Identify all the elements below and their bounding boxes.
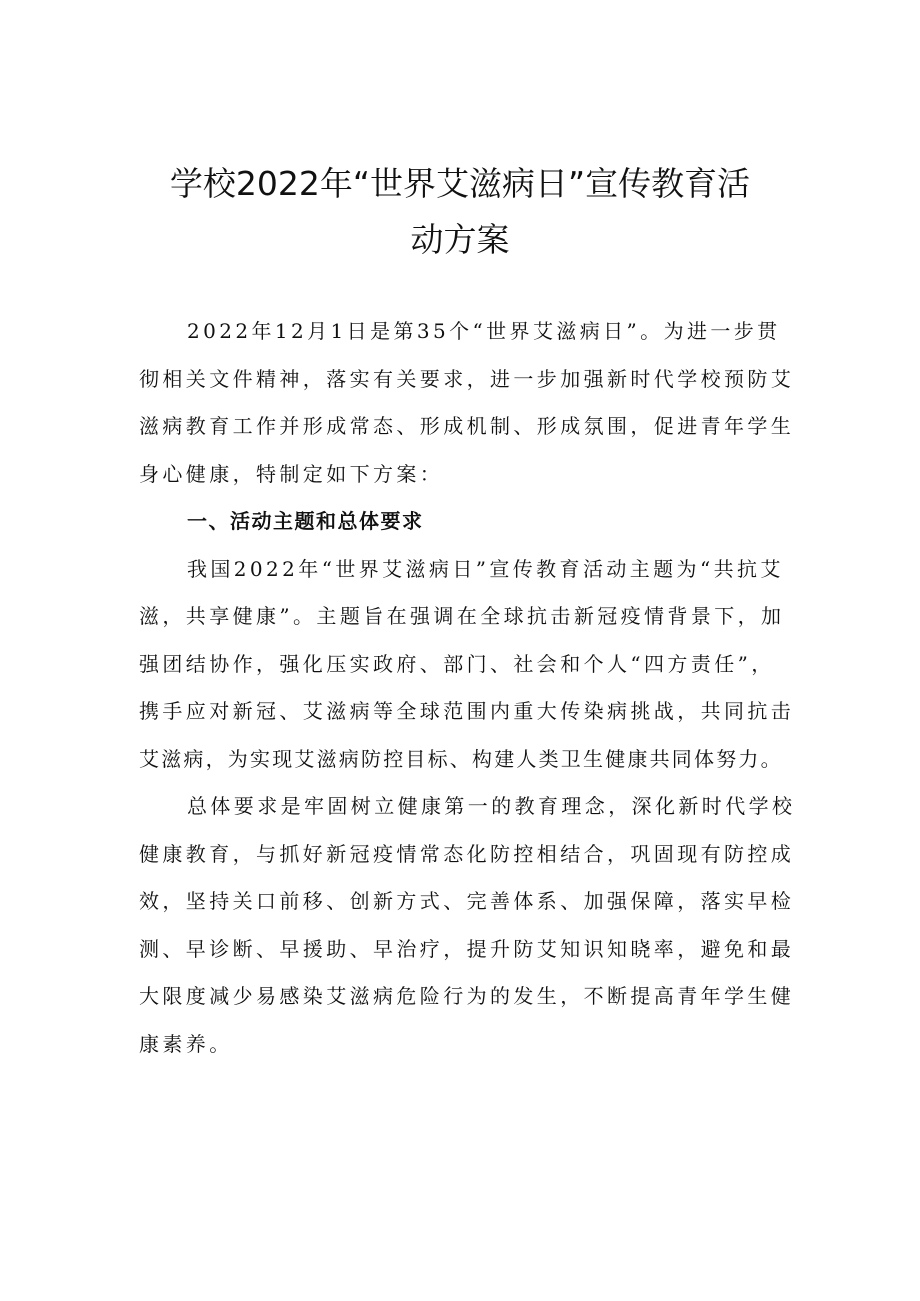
intro-paragraph: [139, 308, 799, 498]
paragraph-line: 强团结协作，强化压实政府、部门、社会和个人“四方责任”，: [139, 651, 775, 676]
paragraph-line: 携手应对新冠、艾滋病等全球范围内重大传染病挑战，共同抗击: [139, 699, 795, 723]
paragraph-line: 大限度减少易感染艾滋病危险行为的发生，不断提高青年学生健: [139, 984, 795, 1008]
paragraph-line: 2022年12月1日是第35个“世界艾滋病日”。为进一步贯: [187, 319, 781, 343]
paragraph-line: 彻相关文件精神，落实有关要求，进一步加强新时代学校预防艾: [139, 366, 795, 391]
paragraph-line: 身心健康，特制定如下方案：: [139, 461, 444, 486]
document-title: [100, 156, 820, 268]
theme-paragraph: [139, 546, 799, 784]
paragraph-line: 滋病教育工作并形成常态、形成机制、形成氛围，促进青年学生: [139, 414, 795, 438]
paragraph-line: 康素养。: [139, 1031, 233, 1056]
paragraph-line: 滋，共享健康”。主题旨在强调在全球抗击新冠疫情背景下，加: [139, 604, 785, 628]
paragraph-line: 测、早诊断、早援助、早治疗，提升防艾知识知晓率，避免和最: [139, 936, 795, 961]
document-body: [139, 308, 799, 1068]
paragraph-line: 艾滋病，为实现艾滋病防控目标、构建人类卫生健康共同体努力。: [139, 746, 783, 771]
paragraph-line: 效，坚持关口前移、创新方式、完善体系、加强保障，落实早检: [139, 889, 795, 913]
paragraph-line: 总体要求是牢固树立健康第一的教育理念，深化新时代学校: [187, 794, 796, 818]
title-line: 学校2022年“世界艾滋病日”宣传教育活: [169, 164, 751, 203]
section-heading: 一、活动主题和总体要求: [187, 509, 424, 533]
title-line: 动方案: [410, 220, 510, 259]
paragraph-line: 我国2022年“世界艾滋病日”宣传教育活动主题为“共抗艾: [187, 556, 784, 581]
requirements-paragraph: [139, 783, 799, 1068]
paragraph-line: 健康教育，与抓好新冠疫情常态化防控相结合，巩固现有防控成: [139, 841, 795, 866]
